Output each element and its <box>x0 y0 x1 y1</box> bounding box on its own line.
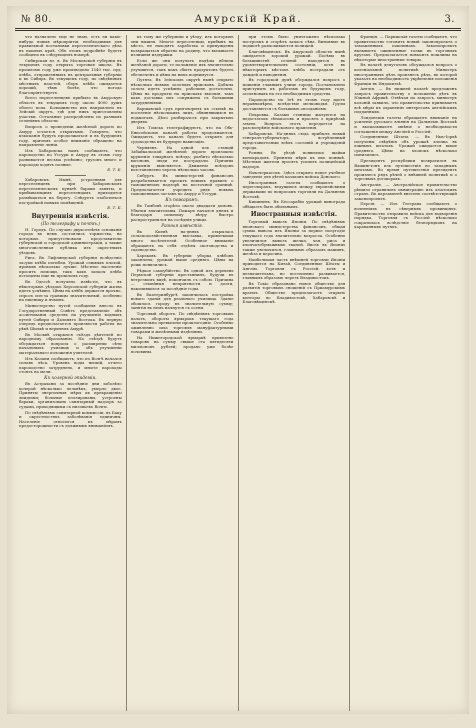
article-paragraph: Рѣдкое самоубiйство. Въ одной изъ деревень Пермской губернiи крестьянинъ, будучи въ нетрезвомъ видѣ, покончилъ съ собою. Причина — семейныя непрiятности и долги, накопившiеся за послѣднiе годы. <box>130 267 234 291</box>
article-paragraph: Англiя. — Въ нижней палатѣ предложенъ запросъ правительству о положенiи дѣлъ въ Южной Африкѣ. Отвѣчая на запросъ, министръ колонiй заявилъ, что правительство принимаетъ всѣ мѣры къ охраненiю интересовъ англiйскихъ подданныхъ. <box>354 86 457 115</box>
article-paragraph: Вопросъ о проведенiи желѣзной дороги по Амуру остается открытымъ. Говорятъ, что изысканiя будутъ продолжаться и въ будущемъ году, причемъ особое вниманiе обращено на направленiе линiи. <box>19 123 122 148</box>
article-paragraph: Сибирская яз. в. Въ Московской губернiи въ текущемъ году открыта торговая школа. Въ прошломъ году уже произведено 1540 тыс. пуд. хлѣба, отправленныхъ въ центральныя губернiи и въ Сибирь. Въ текущемъ году, по свѣдѣнiямъ мѣстныхъ властей, сборъ хлѣба ожидается хорошiй, тѣмъ болѣе, что погода благопрiятствуетъ. <box>19 57 122 95</box>
section-heading: Внутреннiя извѣстiя. <box>31 212 110 220</box>
subheading: (По телеграфу и почтѣ.) <box>40 221 100 227</box>
subheading: Къ холерной эпидемiи. <box>44 376 97 382</box>
column-2 <box>126 35 238 711</box>
article-paragraph: Персiя. — Изъ Тегерана сообщаютъ о волненiяхъ въ сѣверныхъ провинцiяхъ. Правительство отправило войска для водворенiя порядка. Торговля съ Россiей нѣсколько сократилась вслѣдствiе безпорядковъ на караванныхъ путяхъ. <box>354 201 457 230</box>
article-paragraph: Хабаровскъ. На-дняхъ сюда прибылъ новый генералъ-губернаторъ, встрѣченный представителями всѣхъ сословiй и учрежденiй города. <box>242 130 346 150</box>
article-paragraph: Въ Екатеринбургѣ закончилась постройка новаго зданiя для реальнаго училища. Зданiе обошлось городу въ значительную сумму; занятiя въ немъ начнутся съ осени. <box>130 291 234 311</box>
page-number: 3. <box>444 14 455 25</box>
article-paragraph: Пароходство по Зеѣ въ этомъ году идетъ неравномѣрно, вслѣдствiе мелководья. Грузы доставляются съ большимъ опозданiемъ. <box>242 96 346 111</box>
article-paragraph: Австралiя. — Австралiйское правительство рѣшило ограничить иммиграцiю изъ азiатскихъ странъ. Въ парламентѣ внесенъ соотвѣтствующiй законопроектъ. <box>354 182 457 201</box>
article-paragraph: при этомъ было уничтожено нѣсколько построекъ и сгорѣлъ запасъ сѣна. Виновные въ поджогѣ разыскиваются полицiей. <box>242 35 346 49</box>
article-paragraph: къ тому же губерниiи и уѣзду, изъ которыхъ они вышли. Многiе переселенцы, прибывъ на мѣсто, не находятъ заработка и принуждены возвращаться обратно на родину, что вызываетъ излишнiя издержки. <box>130 35 234 58</box>
column-3 <box>238 35 350 711</box>
masthead-rule <box>15 28 461 31</box>
author-signature: Е. Т. Б. <box>107 205 122 211</box>
article-paragraph: Покровка. Казаки станицы жалуются на недостатокъ сѣнокосовъ и просятъ о прирѣзкѣ земли. Вопросъ этотъ передается на разсмотрѣнiе войскового правленiя. <box>242 111 346 131</box>
article-paragraph: Въ Токiо образовано новое общество для развитiя торговыхъ сношенiй съ Приамурскимъ краемъ. Общество предполагаетъ открыть конторы во Владивостокѣ, Хабаровскѣ и Благовѣщенскѣ. <box>242 280 346 305</box>
column-1 <box>15 35 126 711</box>
article-paragraph: На Нижегородской ярмаркѣ привезено товаровъ на сумму свыше ста пятидесяти миллiоновъ рублей; продано уже болѣе половины. <box>130 334 234 354</box>
newspaper-page <box>7 6 469 714</box>
article-paragraph: Харьковъ. Въ губернiи уборка хлѣбовъ закончена; урожай выше средняго. Цѣны на рожь понизились. <box>130 252 234 267</box>
article-paragraph: Президентъ республики возвратился въ Вашингтонъ изъ путешествiя по западнымъ штатамъ. Во время путешествiя президентъ произнесъ рядъ рѣчей о внѣшней политикѣ и о торговыхъ договорахъ. <box>354 158 457 182</box>
article-paragraph: Черняевъ. На одной изъ станцiй Забайкальской желѣзной дороги произошло крушенiе товарнаго поѣзда; разбито нѣсколько вагоновъ, люди не пострадали. Причина крушенiя выясняется. Движенiе поѣздовъ возстановлено черезъ нѣсколько часовъ. <box>130 144 234 173</box>
article-paragraph: Хабаровскъ. Нынѣ, устроенныя для переселенцевъ при Хабаровскомъ переселенческомъ пунктѣ бараки заняты, и прибывающимъ переселенцамъ приходится размѣщаться на берегу. Слѣдуетъ озаботиться постройкой новыхъ помѣщенiй. <box>19 176 122 205</box>
article-paragraph: Путята. Въ Зейскомъ округѣ нынѣ открыто нѣсколько новыхъ золотыхъ прiисковъ. Добыча золота идетъ успѣшно, рабочихъ достаточно. Цѣны на продукты на прiискахъ высокiя, такъ какъ доставка ихъ сопряжена съ большими затрудненiями. <box>130 77 234 106</box>
article-paragraph: Изъ Томска телеграфируютъ, что на Обь-Енисейскомъ каналѣ работы продолжаются. Ожидаютъ, что каналъ будетъ открытъ для судоходства въ будущую навигацiю. <box>130 125 234 144</box>
article-paragraph: Францiя. — Парижскiя газеты сообщаютъ, что правительство готовитъ новый законопроектъ о таможенныхъ пошлинахъ. Законопроектъ вызываетъ оживленные толки въ торговыхъ кругахъ. Предполагается повысить пошлины на нѣкоторые иностранные товары. <box>354 35 457 62</box>
subheading: Къ пожарамъ. <box>165 198 199 204</box>
article-paragraph: Въ Астрахани за послѣднiе дни заболѣло холерой нѣсколько человѣкъ, умерло двое. Приняты энергичныя мѣры къ прекращенiю эпидемiи; больные изолированы, устроены бараки, организованъ санитарный надзоръ за судами, приходящими съ низовьевъ Волги. <box>19 381 122 409</box>
subheading: Разныя извѣстiя. <box>161 223 204 229</box>
article-paragraph: Торговый оборотъ. По свѣдѣнiямъ торговыхъ палатъ, обороты ярмарокъ текущаго года значительно превысили прошлогоднiе. Особенно оживленно шла торговля мануфактурными товарами и желѣзными издѣлiями. <box>130 310 234 335</box>
article-paragraph: Наибольшая часть внѣшней торговли Японiи приходится на Китай, Соединенные Штаты и Англiю. Торговля съ Россiей, хотя и незначительна, но постепенно развивается, главнымъ образомъ черезъ Владивостокъ. <box>242 256 346 281</box>
article-paragraph: Ромны. Въ уѣздѣ появились шайки конокрадовъ. Приняты мѣры къ ихъ поимкѣ. Мѣстные жители просятъ усилить полицейскiй надзоръ. <box>242 150 346 169</box>
article-paragraph: Благовѣщенскъ. Въ Амурской области нынѣ ожидается хорошiй урожай. Посѣвы въ большинствѣ селенiй находятся въ удовлетворительномъ состоянiи, хотя въ нѣкоторыхъ мѣстахъ хлѣба пострадали отъ дождей и наводненiя. <box>242 48 346 77</box>
article-paragraph: Кишиневъ. Въ Бессарабiи урожай винограда обѣщаетъ быть обильнымъ. <box>242 199 346 209</box>
author-signature: Е. Т. Б. <box>107 167 122 173</box>
article-paragraph: По свѣдѣнiямъ санитарной коммиссiи, въ Баку и окрестностяхъ заболѣванiя единичны. Населенiе относится къ мѣрамъ предосторожности съ должнымъ вниманiемъ. <box>19 409 122 429</box>
article-paragraph: Новочеркасскъ. Здѣсь открыто новое учебное заведенiе для дѣтей казаковъ войска Донского. <box>242 169 346 180</box>
article-paragraph: Варшавскiй судъ приговорилъ къ ссылкѣ на поселенiе нѣсколькихъ лицъ, обвинявшихся въ поджогахъ. Дѣло разбиралось при закрытыхъ дверяхъ. <box>130 105 234 125</box>
article-paragraph: Если же они получатъ надѣлы вблизи желѣзной дороги, то положенiе ихъ значительно улучшится, такъ какъ сбытъ продуктовъ будетъ обезпеченъ и цѣны на нихъ поднимутся. <box>130 57 234 77</box>
article-paragraph: Въ Киевѣ на-дняхъ открылась сельскохозяйственная выставка, привлекшая много посѣтителей. Особенное вниманiе обращаютъ на себя отдѣлы скотоводства и садоводства. <box>130 228 234 253</box>
article-paragraph: Въ Одессѣ получено извѣстiе, что въ нѣкоторыхъ уѣздахъ Херсонской губернiи жатва идетъ успѣшно. Цѣны на хлѣбъ держатся прочно, спросъ изъ-за границы значительный, особенно на пшеницу и ячмень. <box>19 279 122 303</box>
article-paragraph: Торговый вывозъ Японiи. По свѣдѣнiямъ японскаго министерства финансовъ, общая сумма вывоза изъ Японiи за первое полугодiе текущаго года значительно возросла. Особенно увеличился вывозъ шелка, чая, риса и хлопчатобумажныхъ тканей. Ввозъ въ Японiю также увеличился, главнымъ образомъ машинъ, желѣза и керосина. <box>242 219 346 257</box>
article-paragraph: Министерство путей сообщенiя внесло въ Государственный Совѣтъ представленiе объ ассигнованiи средствъ на улучшенiе водныхъ путей Сибири и Дальняго Востока. Въ первую очередь предполагается произвести работы на рѣкѣ Шилкѣ и верхнемъ Амурѣ. <box>19 303 122 331</box>
article-paragraph: Въ палатѣ депутатовъ обсуждался вопросъ о колонiальной политикѣ. Министръ иностранныхъ дѣлъ произнесъ рѣчь, въ которой указалъ на необходимость укрѣпленiя положенiя Францiи въ Индокитаѣ. <box>354 62 457 86</box>
article-paragraph: Спбургъ. Въ министерствѣ финансовъ разрабатывается проектъ новыхъ правилъ о таможенномъ надзорѣ на восточной границѣ. Предполагается учредить рядъ новыхъ таможенныхъ заставъ по Амуру и Уссури. <box>130 172 234 197</box>
issue-number: № 80. <box>21 14 53 25</box>
article-paragraph: Изъ Казани сообщаютъ, что по Волгѣ начался сплавъ лѣса. Уровень воды низкiй, отчего пароходство затруднено, и многiе пароходы стоятъ на мели. <box>19 355 122 375</box>
article-paragraph: Рига. Въ Лифляндской губернiи вслѣдствiе засухи хлѣба погибли. Урожай озимыхъ плохой, яровыхъ нѣсколько лучше. Мѣстное населенiе проситъ помощи, такъ какъ запасы хлѣба истощены еще въ прошломъ году. <box>19 255 122 279</box>
article-paragraph: что назначено еще не знаю, есть ли какiе-нибудь новыя мѣропрiятiя, необходимыя для правильной постановки переселенческаго дѣла въ нашемъ краѣ. Объ этомъ подробнѣе будетъ сообщено въ слѣдующемъ номерѣ. <box>19 35 122 58</box>
article-paragraph: Лондонскiя газеты обращаютъ вниманiе на усиленiе русскаго влiянiя на Дальнемъ Востокѣ и высказываютъ мнѣнiе о необходимости соглашенiя между Англiей и Россiей. <box>354 114 457 134</box>
article-paragraph: Въ Тамбовѣ сгорѣло около двадцати домовъ. Убытки значительны. Пожаръ начался днемъ и благодаря сильному вѣтру быстро распространился на сосѣднiя улицы. <box>130 203 234 222</box>
article-paragraph: Всего переселенцевъ прибыло въ Амурскую область въ текущемъ году около 4000 душъ обоего пола. Большинство ихъ направлено въ Зейскiй округъ, гдѣ для нихъ приготовлены участки. Остальные распредѣлены по разнымъ селенiямъ области. <box>19 95 122 124</box>
article-paragraph: Соединенные Штаты. — Въ Нью-Iоркѣ получены свѣдѣнiя объ урожаѣ хлопка въ южныхъ штатахъ. Урожай ожидается выше средняго. Цѣны на хлопокъ нѣсколько понизились. <box>354 134 457 158</box>
article-paragraph: Въ городской думѣ обсуждался вопросъ о мощенiи главныхъ улицъ города. Постановлено приступить къ работамъ въ будущемъ году, ассигновавъ на это необходимыя средства. <box>242 77 346 96</box>
newspaper-title: Амурскiй Край. <box>194 13 303 25</box>
article-paragraph: Въ Москвѣ открылся съѣздъ дѣятелей по народному образованiю. На съѣздѣ будутъ обсуждаться вопросы о расширенiи сѣти начальныхъ училищъ и объ улучшенiи матерiальнаго положенiя учителей. <box>19 331 122 355</box>
article-separator <box>55 175 86 176</box>
article-paragraph: Изъ Хабаровска намъ сообщаютъ, что пароходство по Уссури и Амуру въ этомъ году развивается весьма успѣшно; грузовъ много и пароходы ходятъ полные. <box>19 147 122 167</box>
article-paragraph: Иностранныя газеты сообщаютъ о переговорахъ, ведущихся между европейскими державами по вопросамъ торговли на Дальнемъ Востокѣ. <box>242 179 346 199</box>
masthead <box>15 13 461 28</box>
columns <box>15 35 461 711</box>
section-heading: Иностранныя извѣстiя. <box>250 211 338 219</box>
column-4 <box>349 35 461 711</box>
article-paragraph: Н. Городъ. По случаю двухсотлѣтiя основанiя города въ немъ состоялись торжества, на которыхъ присутствовали представители губернской и городской администрацiи, а также многочисленная публика изъ окрестныхъ уѣздовъ. <box>19 226 122 255</box>
